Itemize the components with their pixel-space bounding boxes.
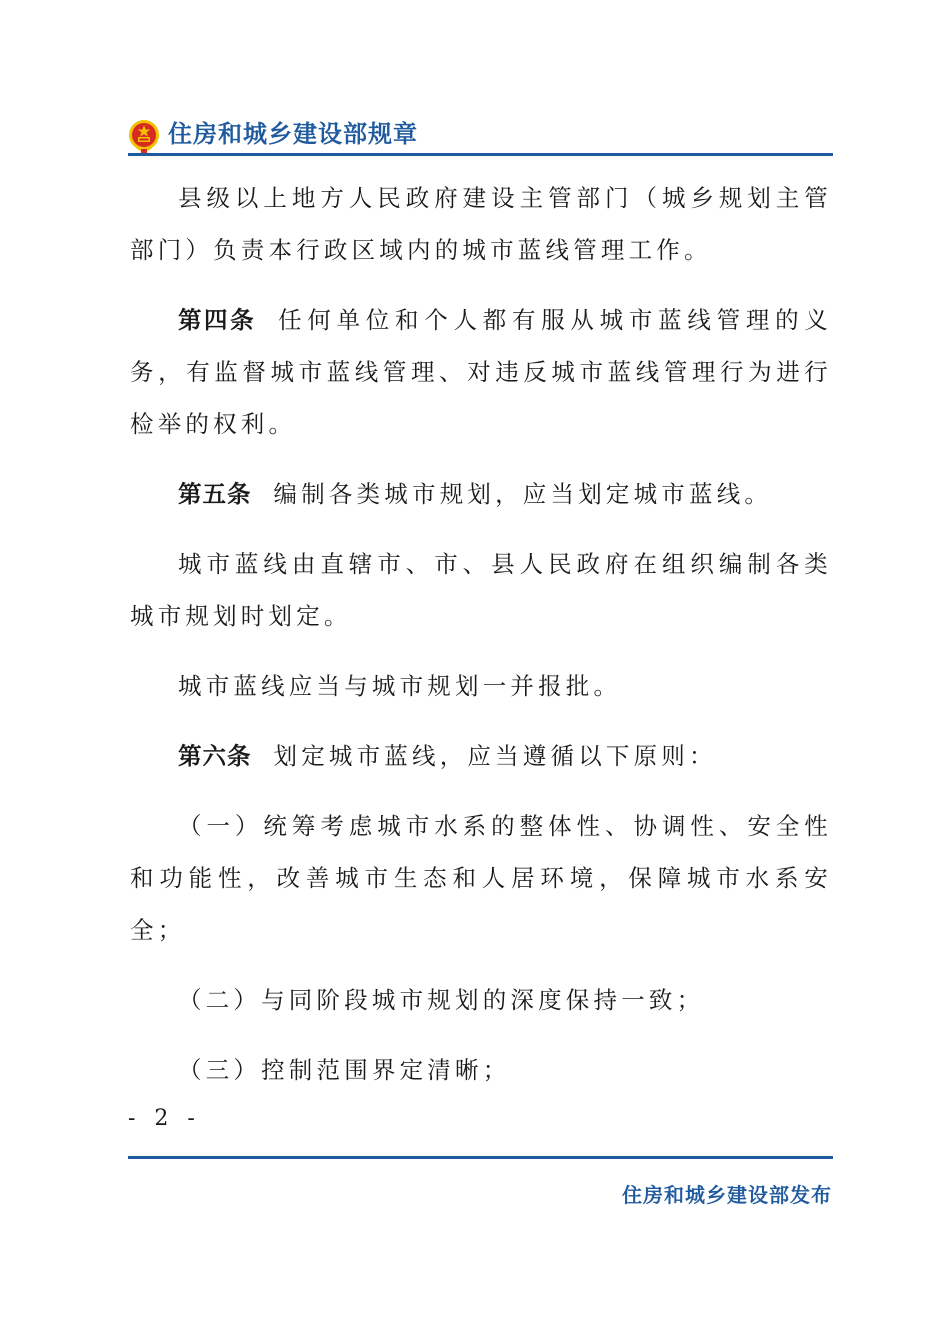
paragraph-text: 划定城市蓝线，应当遵循以下原则： <box>273 742 717 770</box>
paragraph <box>130 538 832 642</box>
paragraph-text: 任何单位和个人都有服从城市蓝线管理的义务，有监督城市蓝线管理、对违反城市蓝线管理行为进行检举的权利。 <box>130 306 832 438</box>
header-divider <box>128 153 833 156</box>
page-number: - 2 - <box>128 1106 201 1131</box>
paragraph-text: 编制各类城市规划，应当划定城市蓝线。 <box>273 480 773 508</box>
paragraph <box>130 468 832 520</box>
paragraph-text: 城市蓝线由直辖市、市、县人民政府在组织编制各类城市规划时划定。 <box>130 550 832 630</box>
paragraph <box>130 660 832 712</box>
article-heading: 第六条 <box>178 742 252 770</box>
document-body <box>130 172 832 1114</box>
paragraph <box>130 800 832 956</box>
national-emblem-icon <box>128 118 160 154</box>
article-heading: 第五条 <box>178 480 252 508</box>
paragraph <box>130 974 832 1026</box>
footer-divider <box>128 1156 833 1159</box>
paragraph-text: （一）统筹考虑城市水系的整体性、协调性、安全性和功能性，改善城市生态和人居环境，保障城市水系安全； <box>130 812 832 944</box>
paragraph-text: 县级以上地方人民政府建设主管部门（城乡规划主管部门）负责本行政区域内的城市蓝线管理工作。 <box>130 184 832 264</box>
paragraph-text: （三）控制范围界定清晰； <box>178 1056 511 1084</box>
paragraph <box>130 730 832 782</box>
paragraph-text: 城市蓝线应当与城市规划一并报批。 <box>178 672 622 700</box>
paragraph <box>130 1044 832 1096</box>
footer-publisher: 住房和城乡建设部发布 <box>622 1183 832 1207</box>
page-header <box>128 112 833 156</box>
header-title: 住房和城乡建设部规章 <box>168 120 418 148</box>
article-heading: 第四条 <box>178 306 257 334</box>
paragraph-text: （二）与同阶段城市规划的深度保持一致； <box>178 986 705 1014</box>
paragraph <box>130 172 832 276</box>
paragraph <box>130 294 832 450</box>
